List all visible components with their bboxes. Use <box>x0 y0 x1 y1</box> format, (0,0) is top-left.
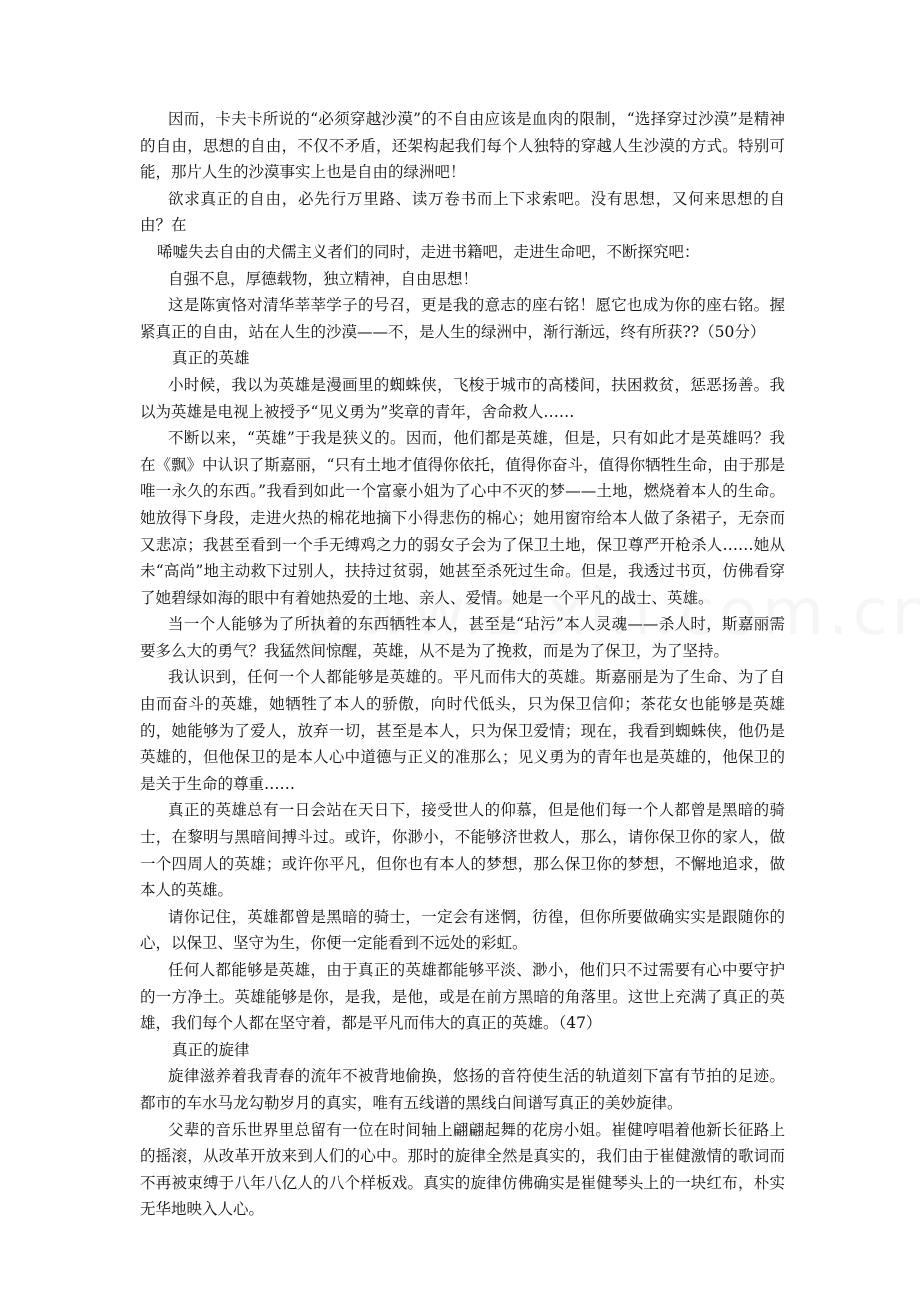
paragraph: 任何人都能够是英雄，由于真正的英雄都能够平淡、渺小，他们只不过需要有心中要守护的一方净土。英雄能够是你，是我，是他，或是在前方黑暗的角落里。这世上充满了真正的英雄，我们每个人都在坚守着，都是平凡而伟大的真正的英雄。（47） <box>140 961 785 1033</box>
paragraph: 小时候，我以为英雄是漫画里的蜘蛛侠，飞梭于城市的高楼间，扶困救贫，惩恶扬善。我以为英雄是电视上被授予“见义勇为”奖章的青年，舍命救人…… <box>140 375 785 421</box>
paragraph: 欲求真正的自由，必先行万里路、读万卷书而上下求索吧。没有思想，又何来思想的自由？在 <box>140 189 785 235</box>
paragraph: 父辈的音乐世界里总留有一位在时间轴上翩翩起舞的花房小姐。崔健哼唱着他新长征路上的摇滚，从改革开放来到人们的心中。那时的旋律全然是真实的，我们由于崔健激情的歌词而不再被束缚于八年八亿人的八个样板戏。真实的旋律仿佛确实是崔健琴头上的一块红布，朴实无华地映入人心。 <box>140 1120 785 1219</box>
paragraph: 因而，卡夫卡所说的“必须穿越沙漠”的不自由应该是血肉的限制，“选择穿过沙漠”是精神的自由，思想的自由，不仅不矛盾，还架构起我们每个人独特的穿越人生沙漠的方式。特别可能，那片人生的沙漠事实上也是自由的绿洲吧！ <box>140 110 785 182</box>
paragraph: 这是陈寅恪对清华莘莘学子的号召，更是我的意志的座右铭！愿它也成为你的座右铭。握紧真正的自由，站在人生的沙漠——不，是人生的绿洲中，渐行渐远，终有所获??（50分） <box>140 296 785 341</box>
paragraph: 请你记住，英雄都曾是黑暗的骑士，一定会有迷惘，彷徨，但你所要做确实实是跟随你的心，以保卫、坚守为生，你便一定能看到不远处的彩虹。 <box>140 907 785 953</box>
paragraph: 旋律滋养着我青春的流年不被背地偷换，悠扬的音符使生活的轨道刻下富有节拍的足迹。都市的车水马龙勾勒岁月的真实，唯有五线谱的黑线白间谱写真正的美妙旋律。 <box>140 1067 785 1112</box>
section-heading: 真正的英雄 <box>172 349 250 368</box>
paragraph: 不断以来，“英雄”于我是狭义的。因而，他们都是英雄，但是，只有如此才是英雄吗？我在《飘》中认识了斯嘉丽，“只有土地才值得你依托，值得你奋斗，值得你牺牲生命，由于那是唯一永久的东西。”我看到如此一个富豪小姐为了心中不灭的梦——土地，燃烧着本人的生命。她放得下身段，走进火热的棉花地摘下小得悲伤的棉心；她用窗帘给本人做了条裙子，无奈而又悲凉；我甚至看到一个手无缚鸡之力的弱女子会为了保卫土地，保卫尊严开枪杀人……她从未“高尚”地主动救下过别人，扶持过贫弱，她甚至杀死过生命。但是，我透过书页，仿佛看穿了她碧绿如海的眼中有着她热爱的土地、亲人、爱情。她是一个平凡的战士、英雄。 <box>140 429 785 607</box>
paragraph: 唏嘘失去自由的犬儒主义者们的同时，走进书籍吧，走进生命吧，不断探究吧： <box>157 242 700 261</box>
paragraph: 我认识到，任何一个人都能够是英雄的。平凡而伟大的英雄。斯嘉丽是为了生命、为了自由而奋斗的英雄，她牺牲了本人的骄傲，向时代低头，只为保卫信仰；茶花女也能够是英雄的，她能够为了爱人，放弃一切，甚至是本人，只为保卫爱情；现在，我看到蜘蛛侠，他仍是英雄的，但他保卫的是本人心中道德与正义的准那么；见义勇为的青年也是英雄的，他保卫的是关于生命的尊重…… <box>140 668 785 793</box>
paragraph: 当一个人能够为了所执着的东西牺牲本人，甚至是“玷污”本人灵魂——杀人时，斯嘉丽需要多么大的勇气？我猛然间惊醒，英雄，从不是为了挽救，而是为了保卫，为了坚持。 <box>140 615 785 660</box>
section-heading: 真正的旋律 <box>172 1040 250 1059</box>
paragraph: 自强不息，厚德载物，独立精神，自由思想！ <box>168 269 479 288</box>
paragraph: 真正的英雄总有一日会站在天日下，接受世人的仰慕，但是他们每一个人都曾是黑暗的骑士，在黎明与黑暗间搏斗过。或许，你渺小，不能够济世救人，那么，请你保卫你的家人，做一个四周人的英雄；或许你平凡，但你也有本人的梦想，那么保卫你的梦想，不懈地追求，做本人的英雄。 <box>140 801 785 900</box>
